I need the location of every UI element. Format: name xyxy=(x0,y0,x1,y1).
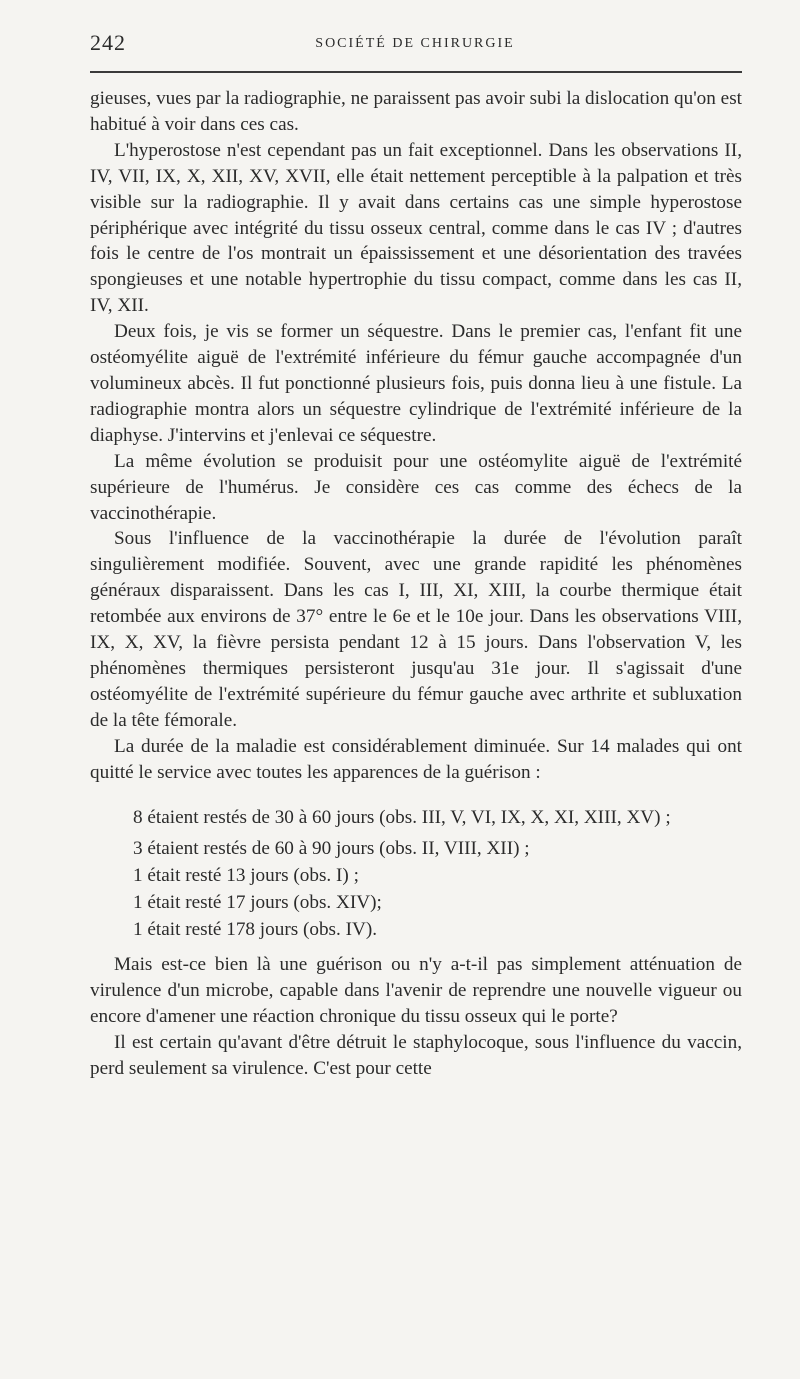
list-item: 8 étaient restés de 30 à 60 jours (obs. III, V, VI, IX, X, XI, XIII, XV) ; xyxy=(133,807,671,829)
recovery-list xyxy=(90,805,742,943)
page-number: 242 xyxy=(90,30,126,55)
paragraph-sequestre: Deux fois, je vis se former un séquestre. Dans le premier cas, l'enfant fit une ostéomyélite aiguë de l'extrémité inférieure du fémur gauche accompagnée d'un volumineux abcès. Il fut ponctionné plusieurs fois, puis donna lieu à une fistule. La radiographie montra alors un séquestre cylindrique de l'extrémité inférieure de la diaphyse. J'intervins et j'enlevai ce séquestre. xyxy=(90,321,742,446)
paragraph-continued: gieuses, vues par la radiographie, ne paraissent pas avoir subi la dislocation qu'on est habitué à voir dans ces cas. xyxy=(90,88,742,135)
list-item: 3 étaient restés de 60 à 90 jours (obs. II, VIII, XII) ; xyxy=(133,838,530,860)
paragraph-guerison: Mais est-ce bien là une guérison ou n'y a-t-il pas simplement atténuation de virulence d'un microbe, capable dans l'avenir de reprendre une nouvelle vigueur ou encore d'amener une réaction chronique du tissu osseux qui le porte? xyxy=(90,954,742,1027)
list-item: 1 était resté 13 jours (obs. I) ; xyxy=(133,865,359,887)
page-header xyxy=(90,30,740,60)
paragraph-staphylocoque: Il est certain qu'avant d'être détruit le staphylocoque, sous l'influence du vaccin, perd seulement sa virulence. C'est pour cette xyxy=(90,1031,742,1079)
running-head: SOCIÉTÉ DE CHIRURGIE xyxy=(315,36,515,51)
paragraph-humerus: La même évolution se produisit pour une ostéomylite aiguë de l'extrémité supérieure de l'humérus. Je considère ces cas comme des échecs de la vaccinothérapie. xyxy=(90,450,742,524)
paragraph-evolution: Sous l'influence de la vaccinothérapie la durée de l'évolution paraît singulièrement modifiée. Souvent, avec une grande rapidité les phénomènes généraux disparaissent. Dans les cas I, III, XI, XIII, la courbe thermique était retombée aux environs de 37° entre le 6e et le 10e jour. Dans les observations VIII, IX, X, XV, la fièvre persista pendant 12 à 15 jours. Dans l'observation V, les phénomènes thermiques persisteront jusqu'au 31e jour. Il s'agissait d'une ostéomyélite de l'extrémité supérieure du fémur gauche avec arthrite et subluxation de la tête fémorale. xyxy=(90,528,742,731)
list-item: 1 était resté 17 jours (obs. XIV); xyxy=(133,892,382,914)
header-rule xyxy=(90,71,742,73)
body-text xyxy=(90,86,742,1082)
paragraph-duree: La durée de la maladie est considérablement diminuée. Sur 14 malades qui ont quitté le service avec toutes les apparences de la guérison : xyxy=(90,735,742,783)
list-item: 1 était resté 178 jours (obs. IV). xyxy=(133,919,378,941)
paragraph-hyperostose: L'hyperostose n'est cependant pas un fait exceptionnel. Dans les observations II, IV, VII, IX, X, XII, XV, XVII, elle était nettement perceptible à la palpation et très visible sur la radiographie. Il y avait dans certains cas une simple hyperostose périphérique avec intégrité du tissu osseux central, comme dans le cas IV ; d'autres fois le centre de l'os montrait un épaississement et une désorientation des travées spongieuses et une notable hypertrophie du tissu compact, comme dans les cas II, IV, XII. xyxy=(90,139,742,317)
